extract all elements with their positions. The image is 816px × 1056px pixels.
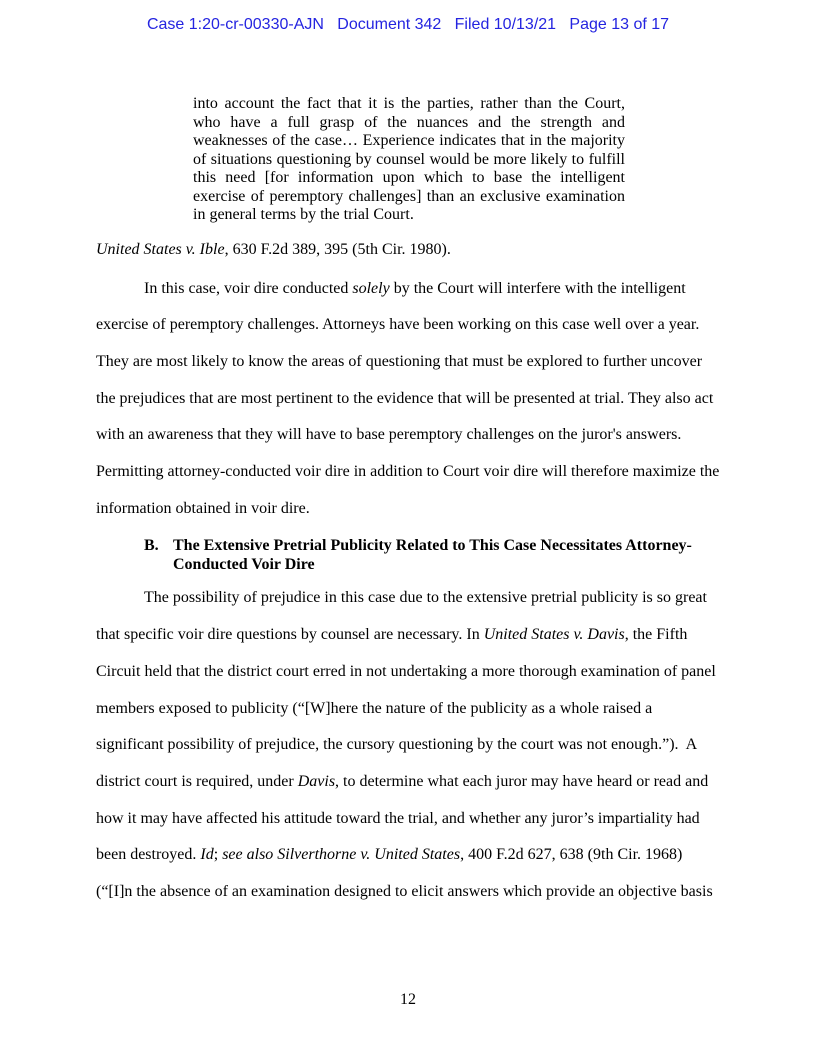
section-label: B. xyxy=(144,537,159,555)
court-filing-header: Case 1:20-cr-00330-AJN Document 342 Filed 10/13/21 Page 13 of 17 xyxy=(146,16,670,33)
page-number: 12 xyxy=(400,991,416,1008)
block-quote: into account the fact that it is the parties, rather than the Court, who have a full grasp of the nuances and the strength and weaknesses of the case… Experience indicates that in the majority of situations questioning by counsel would be more likely to fulfill this need [for information upon which to base the intelligent exercise of peremptory challenges] than an exclusive examination in general terms by the trial Court. xyxy=(193,95,625,223)
case-citation: United States v. Ible, 630 F.2d 389, 395 (5th Cir. 1980). xyxy=(96,240,451,258)
paragraph-voir-dire: In this case, voir dire conducted solely by the Court will interfere with the intelligent exercise of peremptory challenges. Attorneys have been working on this case well over a year. They are most likely to know the areas of questioning that must be explored to further uncover the prejudices that are most pertinent to the evidence that will be presented at trial. They also act with an awareness that they will have to base peremptory challenges on the juror's answers. Permitting attorney-conducted voir dire in addition to Court voir dire will therefore maximize the information obtained in voir dire. xyxy=(96,279,720,517)
section-title: The Extensive Pretrial Publicity Related to This Case Necessitates Attorney-Conducted Voir Dire xyxy=(173,537,692,574)
section-heading-b xyxy=(144,536,720,574)
paragraph-pretrial-publicity: The possibility of prejudice in this case due to the extensive pretrial publicity is so great that specific voir dire questions by counsel are necessary. In United States v. Davis, the Fifth Circuit held that the district court erred in not undertaking a more thorough examination of panel members exposed to publicity (“[W]here the nature of the publicity as a whole raised a significant possibility of prejudice, the cursory questioning by the court was not enough.”). A district court is required, under Davis, to determine what each juror may have heard or read and how it may have affected his attitude toward the trial, and whether any juror’s impartiality had been destroyed. Id; see also Silverthorne v. United States, 400 F.2d 627, 638 (9th Cir. 1968) (“[I]n the absence of an examination designed to elicit answers which provide an objective basis xyxy=(96,589,716,901)
